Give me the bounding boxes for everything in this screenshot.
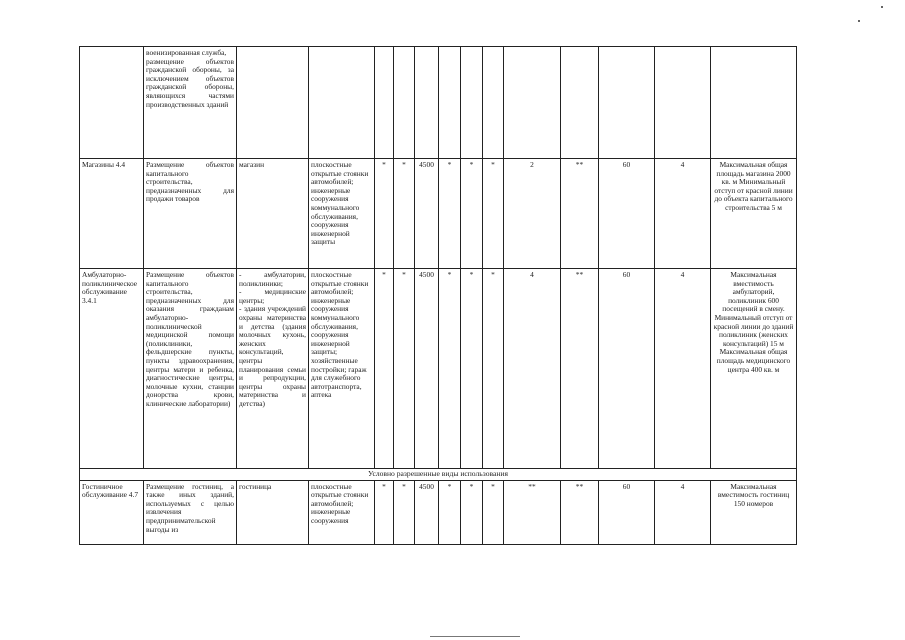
- param-cell: **: [561, 269, 599, 469]
- section-band-row: [80, 469, 797, 481]
- section-band-title: Условно разрешенные виды использования: [80, 469, 797, 481]
- param-cell: 4500: [415, 159, 439, 269]
- note-cell: Максимальная общая площадь магазина 2000 кв. м Минимальный отступ от красной линии до объекта капитального строительства 5 м: [711, 159, 797, 269]
- param-cell: *: [439, 480, 461, 544]
- param-cell: *: [483, 159, 504, 269]
- permitted-object-line: - здания учреждений охраны материнства и детства (здания молочных кухонь, женских консультаций, центры планирования семьи и репродукции, центры охраны материнства и детства): [239, 304, 306, 408]
- param-cell: *: [483, 480, 504, 544]
- param-cell: **: [561, 480, 599, 544]
- param-cell: [394, 47, 415, 159]
- param-cell: [599, 47, 655, 159]
- param-cell: *: [461, 480, 483, 544]
- param-cell: 4: [655, 480, 711, 544]
- note-cell: [711, 47, 797, 159]
- param-cell: 4: [504, 269, 561, 469]
- permitted-objects-cell: гостиница: [237, 480, 309, 544]
- auxiliary-objects-cell: [309, 47, 375, 159]
- param-cell: *: [439, 269, 461, 469]
- param-cell: [375, 47, 394, 159]
- table-row: [80, 269, 797, 469]
- param-cell: [439, 47, 461, 159]
- table-row: [80, 480, 797, 544]
- use-description-cell: [144, 47, 237, 159]
- param-cell: 4: [655, 159, 711, 269]
- param-cell: *: [439, 159, 461, 269]
- param-cell: [415, 47, 439, 159]
- description-line: размещение объектов гражданской обороны, за исключением объектов гражданской обороны, являющихся частями производственных зданий: [146, 56, 234, 109]
- param-cell: **: [561, 159, 599, 269]
- param-cell: 60: [599, 480, 655, 544]
- use-name-cell: Магазины 4.4: [80, 159, 144, 269]
- use-description-cell: Размещение объектов капитального строительства, предназначенных для оказания гражданам амбулаторно-поликлинической медицинской помощи (поликлиники, фельдшерские пункты, пункты здравоохранения, центры матери и ребенка, диагностические центры, молочные кухни, станции донорства крови, клинические лаборатории): [144, 269, 237, 469]
- auxiliary-objects-cell: плоскостные открытые стоянки автомобилей; инженерные сооружения коммунального обслуживания, сооружения инженерной защиты; хозяйственные постройки; гараж для служебного автотранспорта, аптека: [309, 269, 375, 469]
- param-cell: *: [461, 269, 483, 469]
- scan-artifact-line: [430, 636, 520, 637]
- param-cell: *: [375, 269, 394, 469]
- permitted-object-line: - амбулатории, поликлиники;: [239, 270, 306, 288]
- param-cell: [461, 47, 483, 159]
- use-name-cell: [80, 47, 144, 159]
- param-cell: [561, 47, 599, 159]
- table-row: [80, 47, 797, 159]
- param-cell: *: [394, 269, 415, 469]
- param-cell: [655, 47, 711, 159]
- use-description-cell: Размещение объектов капитального строительства, предназначенных для продажи товаров: [144, 159, 237, 269]
- param-cell: *: [394, 159, 415, 269]
- permitted-object-line: - медицинские центры;: [239, 287, 306, 305]
- param-cell: *: [483, 269, 504, 469]
- param-cell: 2: [504, 159, 561, 269]
- zoning-regulations-table: [79, 46, 797, 545]
- param-cell: **: [504, 480, 561, 544]
- param-cell: 4500: [415, 269, 439, 469]
- param-cell: 60: [599, 269, 655, 469]
- description-line: военизированная служба,: [146, 48, 227, 57]
- permitted-objects-cell: [237, 269, 309, 469]
- scan-speck: [858, 20, 860, 22]
- auxiliary-objects-cell: плоскостные открытые стоянки автомобилей; инженерные сооружения: [309, 480, 375, 544]
- note-cell: Максимальная вместимость амбулаторий, поликлиник 600 посещений в смену. Минимальный отступ от красной линии до зданий поликлиник (женских консультаций) 15 м Максимальная общая площадь медицинского центра 400 кв. м: [711, 269, 797, 469]
- param-cell: [483, 47, 504, 159]
- use-description-cell: Размещение гостиниц, а также иных зданий, используемых с целью извлечения предпринимательской выгоды из: [144, 480, 237, 544]
- permitted-objects-cell: [237, 47, 309, 159]
- use-name-cell: Амбулаторно-поликлиническое обслуживание 3.4.1: [80, 269, 144, 469]
- permitted-objects-cell: магазин: [237, 159, 309, 269]
- auxiliary-objects-cell: плоскостные открытые стоянки автомобилей; инженерные сооружения коммунального обслуживания, сооружения инженерной защиты: [309, 159, 375, 269]
- param-cell: 4: [655, 269, 711, 469]
- param-cell: 60: [599, 159, 655, 269]
- scan-speck: [881, 6, 883, 8]
- param-cell: *: [375, 159, 394, 269]
- param-cell: [504, 47, 561, 159]
- use-name-cell: Гостиничное обслуживание 4.7: [80, 480, 144, 544]
- param-cell: *: [375, 480, 394, 544]
- param-cell: 4500: [415, 480, 439, 544]
- note-cell: Максимальная вместимость гостиниц 150 номеров: [711, 480, 797, 544]
- table-row: [80, 159, 797, 269]
- param-cell: *: [394, 480, 415, 544]
- param-cell: *: [461, 159, 483, 269]
